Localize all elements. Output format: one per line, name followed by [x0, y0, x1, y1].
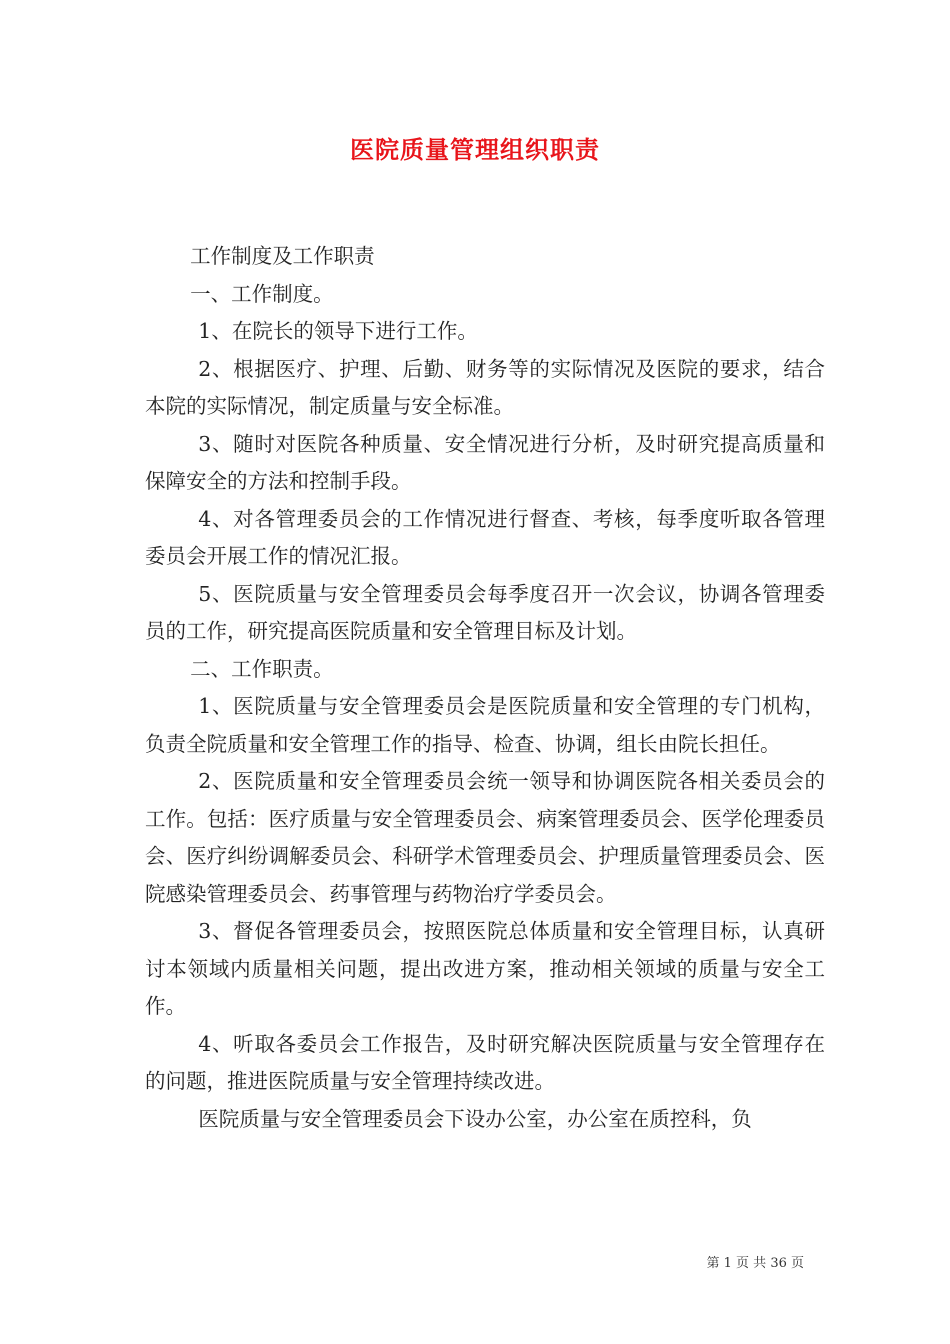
- document-body: [145, 238, 825, 1138]
- page-number: 第 1 页 共 36 页: [706, 1256, 804, 1271]
- paragraph: 3、督促各管理委员会，按照医院总体质量和安全管理目标，认真研讨本领域内质量相关问题，提出改进方案，推动相关领域的质量与安全工作。: [145, 919, 825, 1018]
- section-heading-1: 一、工作制度。: [190, 281, 334, 306]
- paragraph: 医院质量与安全管理委员会下设办公室，办公室在质控科，负: [198, 1106, 752, 1131]
- paragraph: 2、医院质量和安全管理委员会统一领导和协调医院各相关委员会的工作。包括：医疗质量与安全管理委员会、病案管理委员会、医学伦理委员会、医疗纠纷调解委员会、科研学术管理委员会、护理质量管理委员会、医院感染管理委员会、药事管理与药物治疗学委员会。: [145, 769, 825, 906]
- paragraph: 1、医院质量与安全管理委员会是医院质量和安全管理的专门机构，负责全院质量和安全管理工作的指导、检查、协调，组长由院长担任。: [145, 694, 825, 756]
- section-heading-2: 二、工作职责。: [190, 656, 334, 681]
- paragraph: 5、医院质量与安全管理委员会每季度召开一次会议，协调各管理委员的工作，研究提高医院质量和安全管理目标及计划。: [145, 581, 825, 643]
- paragraph: 2、根据医疗、护理、后勤、财务等的实际情况及医院的要求，结合本院的实际情况，制定质量与安全标准。: [145, 356, 825, 418]
- document-title: 医院质量管理组织职责: [350, 135, 600, 164]
- paragraph: 1、在院长的领导下进行工作。: [198, 319, 478, 343]
- paragraph: 4、听取各委员会工作报告，及时研究解决医院质量与安全管理存在的问题，推进医院质量与安全管理持续改进。: [145, 1031, 825, 1093]
- paragraph-heading: 工作制度及工作职责: [190, 244, 375, 268]
- paragraph: 3、随时对医院各种质量、安全情况进行分析，及时研究提高质量和保障安全的方法和控制手段。: [145, 431, 825, 493]
- paragraph: 4、对各管理委员会的工作情况进行督查、考核，每季度听取各管理委员会开展工作的情况汇报。: [145, 506, 825, 568]
